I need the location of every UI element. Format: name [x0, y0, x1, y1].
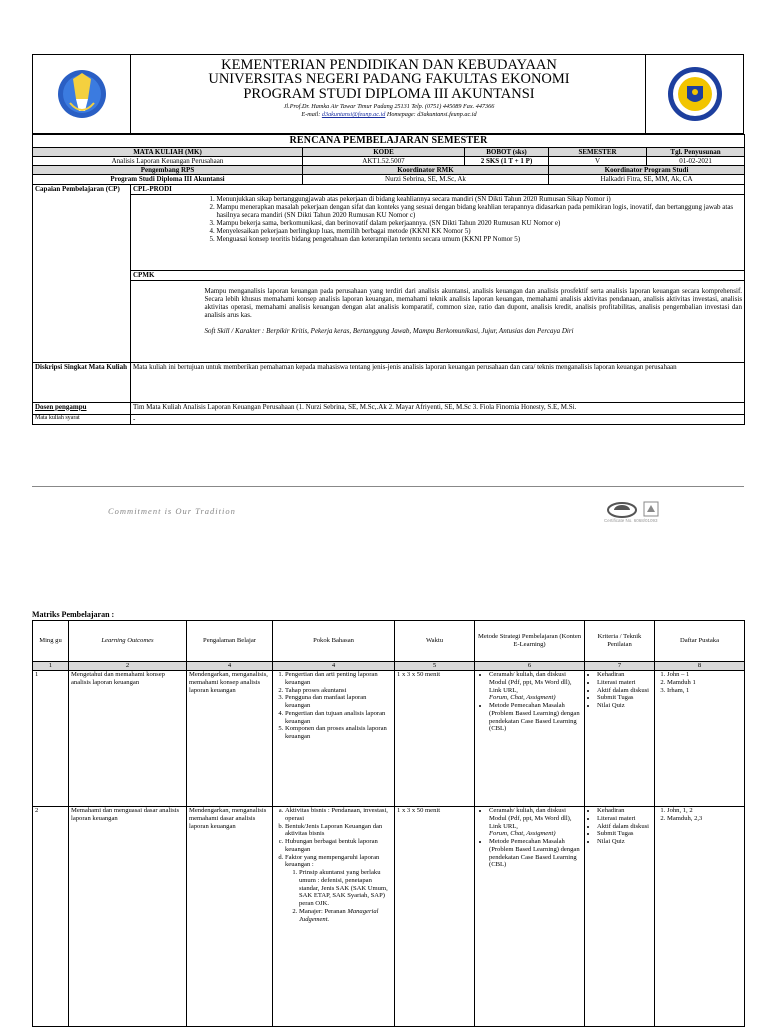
email-label: E-mail:	[301, 111, 322, 118]
learning-outcome: Mengetahui dan memahami konsep analisis laporan keuangan	[69, 671, 187, 807]
label-capaian-pembelajaran: Capaian Pembelajaran (CP)	[33, 184, 131, 362]
list-item: • Kehadiran	[597, 807, 652, 815]
topic-list	[275, 671, 392, 741]
unp-logo-box	[645, 55, 743, 133]
cpl-list	[205, 195, 743, 243]
pengalaman-belajar: Mendengarkan, menganalisis, memahami konsep analisis laporan keuangan	[187, 671, 273, 807]
label-cpmk: CPMK	[131, 270, 745, 280]
matrix-title: Matriks Pembelajaran :	[32, 610, 115, 619]
metode	[475, 807, 585, 1027]
list-item: 2. Mamduh 1	[667, 679, 742, 687]
list-item: • Aktif dalam diskusi	[597, 823, 652, 831]
cpmk-text: Mampu menganalisis laporan keuangan pada perusahaan yang terdiri dari analisis akuntansi, analisis keuangan dan analisis prosfektif serta analisis laporan keuangan secara komprehensif. Secara lebih khusus memahami konsep analisis laporan keuangan, memahami teknik analisis laporan keuangan, memahami analisis aktivitas pendanaan, analisis aktivitas investasi, analisis aktivitas operasi, memahami analisis keuangan dengan alat analisis komparatif, common size, ratio dan dupont, analisis kredit, analisis profitabilitas, analisis pengembalian investasi dan analisis arus kas.	[204, 286, 743, 319]
list-item: 4. Pengertian dan tujuan analisis laporan keuangan	[285, 710, 392, 726]
col-mata-kuliah: MATA KULIAH (MK)	[33, 147, 303, 156]
rps-table	[32, 134, 745, 425]
col-number: 8	[655, 662, 745, 671]
list-item: 1. Prinsip akuntansi yang berlaku umum : defenisi, penetapan standar, Jenis SAK (SAK Umum, SAK ETAP, SAK Syariah, SAP) peran OJK.	[299, 869, 392, 908]
col-number: 1	[33, 662, 69, 671]
list-item: 2. Tahap proses akuntansi	[285, 687, 392, 695]
col-pengembang: Pengembang RPS	[33, 165, 303, 174]
list-item: 1. Pengertian dan arti penting laporan keuangan	[285, 671, 392, 687]
col-learning-outcomes: Learning Outcomes	[69, 621, 187, 662]
list-item: 5. Komponen dan proses analisis laporan keuangan	[285, 725, 392, 741]
list-item: 3. Pengguna dan manfaat laporan keuangan	[285, 694, 392, 710]
cpl-list-cell	[203, 194, 745, 270]
value-mata-kuliah: Analisis Laporan Keuangan Perusahaan	[33, 156, 303, 165]
pengalaman-belajar: Mendengarkan, menganalisis memahami dasar analisis laporan keuangan	[187, 807, 273, 1027]
value-bobot: 2 SKS (1 T + 1 P)	[465, 156, 549, 165]
certificate-number: Certificate No. 6068/01093	[604, 518, 658, 523]
col-pokok-bahasan: Pokok Bahasan	[273, 621, 395, 662]
value-semester: V	[549, 156, 647, 165]
cpmk-cell	[203, 280, 745, 362]
col-number: 7	[585, 662, 655, 671]
waktu: 1 x 3 x 50 menit	[395, 671, 475, 807]
criteria-list	[587, 807, 652, 846]
col-kode: KODE	[303, 147, 465, 156]
criteria-list	[587, 671, 652, 710]
dosen-pengampu-text: Tim Mata Kuliah Analisis Laporan Keuangan Perusahaan (1. Nurzi Sebrina, SE, M.Sc,.Ak 2. Mayar Afriyenti, SE, M.Sc 3. Fiola Finomia Honesty, S.E, M.Si.	[131, 402, 745, 414]
address-line: Jl.Prof.Dr. Hamka Air Tawar Timur Padang 25131 Telp. (0751) 445089 Fax. 447366	[283, 103, 495, 110]
ministry-logo-box	[33, 55, 131, 133]
pokok-bahasan	[273, 807, 395, 1027]
rps-title: RENCANA PEMBELAJARAN SEMESTER	[33, 135, 745, 148]
list-item: 1. John, 1, 2	[667, 807, 742, 815]
col-number: 4	[273, 662, 395, 671]
contact-line	[131, 111, 647, 118]
value-koordinator-rmk: Nurzi Sebrina, SE, M.Sc, Ak	[303, 174, 549, 184]
label-cpl-prodi: CPL-PRODI	[131, 184, 745, 194]
reference-list	[657, 671, 742, 694]
deskripsi-text: Mata kuliah ini bertujuan untuk memberikan pemahaman kepada mahasiswa tentang jenis-jenis analisis laporan keuangan perusahaan dan cara/ teknis menganalisis laporan keuangan perusahaan	[131, 362, 745, 402]
cpl-item: 1. Menunjukkan sikap bertanggungjawab atas pekerjaan di bidang keahliannya secara mandiri (SN Dikti Tahun 2020 Rumusan Sikap Nomor i)	[217, 195, 743, 203]
method-list	[479, 671, 582, 733]
list-item: 1. John – 1	[667, 671, 742, 679]
col-tgl-penyusunan: Tgl. Penyusunan	[647, 147, 745, 156]
list-item: • Submit Tugas	[597, 830, 652, 838]
kriteria	[585, 671, 655, 807]
certification-mark	[604, 500, 724, 524]
waktu: 1 x 3 x 50 menit	[395, 807, 475, 1027]
col-pengalaman-belajar: Pengalaman Belajar	[187, 621, 273, 662]
list-item: b. Bentuk/Jenis Laporan Keuangan dan aktivitas bisnis	[285, 823, 392, 839]
metode	[475, 671, 585, 807]
cpl-item: 5. Menguasai konsep teoritis bidang pengetahuan dan keterampilan tertentu secara umum (KKNI PP Nomor 5)	[217, 235, 743, 243]
unp-logo-icon	[646, 55, 744, 133]
pokok-bahasan	[273, 671, 395, 807]
list-item: d. Faktor yang mempengaruhi laporan keuangan : 1. Prinsip akuntansi yang berlaku umum : defenisi, penetapan standar, Jenis SAK (SAK Umum, SAK ETAP, SAK Syariah, SAP) peran OJK. 2. Manajer: Peranan Managerial Judgement.	[285, 854, 392, 924]
col-bobot: BOBOT (sks)	[465, 147, 549, 156]
learning-matrix-table	[32, 620, 745, 1027]
sub-topic-list	[285, 869, 392, 923]
list-item: • Literasi materi	[597, 679, 652, 687]
list-item: • Ceramah/ kuliah, dan diskusi Modul (Pdf, ppt, Ms Word dll), Link URL, Forum, Chat, Assigment)	[489, 807, 582, 838]
value-koordinator-prodi: Halkadri Fitra, SE, MM, Ak, CA	[549, 174, 745, 184]
kriteria	[585, 807, 655, 1027]
week-number: 2	[33, 807, 69, 1027]
list-item: • Nilai Quiz	[597, 702, 652, 710]
list-item: • Metode Pemecahan Masalah (Problem Based Learning) dengan pendekatan Case Based Learning (CBL)	[489, 838, 582, 869]
col-number: 2	[69, 662, 187, 671]
col-koordinator-prodi: Koordinator Program Studi	[549, 165, 745, 174]
value-tgl: 01-02-2021	[647, 156, 745, 165]
learning-outcome: Memahami dan menguasai dasar analisis laporan keuangan	[69, 807, 187, 1027]
reference-list	[657, 807, 742, 823]
cpl-item: 4. Menyelesaikan pekerjaan berlingkup luas, memilih berbagai metode (KKNI KK Nomor 5)	[217, 227, 743, 235]
ministry-logo-icon	[33, 55, 131, 133]
col-kriteria: Kriteria / Teknik Penilaian	[585, 621, 655, 662]
university-name: UNIVERSITAS NEGERI PADANG FAKULTAS EKONOMI	[208, 71, 570, 87]
week-number: 1	[33, 671, 69, 807]
list-item: 2. Mamduh, 2,3	[667, 815, 742, 823]
list-item: • Submit Tugas	[597, 694, 652, 702]
col-metode: Metode Strategi Pembelajaran (Konten E-Learning)	[475, 621, 585, 662]
table-row	[33, 807, 745, 1027]
cpl-item: 3. Mampu bekerja sama, berkomunikasi, dan berinovatif dalam pekerjaannya. (SN Dikti Tahun 2020 Rumusan KU Nomor e)	[217, 219, 743, 227]
col-daftar-pustaka: Daftar Pustaka	[655, 621, 745, 662]
document-header	[32, 54, 744, 134]
homepage-text: Homepage: d3akuntansi.feunp.ac.id	[385, 111, 477, 118]
col-minggu: Ming gu	[33, 621, 69, 662]
col-number: 4	[187, 662, 273, 671]
topic-list	[275, 807, 392, 923]
email-link[interactable]: d3akuntansi@feunp.ac.id	[321, 111, 386, 118]
label-dosen-pengampu: Dosen pengampu	[33, 402, 131, 414]
cpl-item: 2. Mampu menerapkan masalah pekerjaan dengan sifat dan konteks yang sesuai dengan bidang keahlian terapannya didasarkan pada pemikiran logis, inovatif, dan bertanggung jawab atas hasilnya secara mandiri (SN Dikti Tahun 2020 Rumusan KU Nomor c)	[217, 203, 743, 219]
list-item: • Aktif dalam diskusi	[597, 687, 652, 695]
value-kode: AKT1.52.5007	[303, 156, 465, 165]
daftar-pustaka	[655, 671, 745, 807]
label-mata-kuliah-syarat: Mata kuliah syarat	[33, 414, 131, 424]
list-item: • Ceramah/ kuliah, dan diskusi Modul (Pdf, ppt, Ms Word dll), Link URL, Forum, Chat, Assigment)	[489, 671, 582, 702]
table-row	[33, 671, 745, 807]
col-koordinator-rmk: Koordinator RMK	[303, 165, 549, 174]
program-name: PROGRAM STUDI DIPLOMA III AKUNTANSI	[243, 86, 535, 102]
mata-kuliah-syarat-text: -	[131, 414, 745, 424]
col-waktu: Waktu	[395, 621, 475, 662]
list-item: 3. Irham, 1	[667, 687, 742, 695]
softskill-text: Soft Skill / Karakter : Berpikir Kritis, Pekerja keras, Bertanggung Jawab, Mampu Berkomunikasi, Jujur, Antusias dan Percaya Diri	[204, 326, 574, 335]
footer-divider	[32, 486, 744, 487]
list-item: • Literasi materi	[597, 815, 652, 823]
footer-tagline: Commitment is Our Tradition	[108, 506, 236, 516]
ministry-name: KEMENTERIAN PENDIDIKAN DAN KEBUDAYAAN	[221, 57, 557, 73]
col-semester: SEMESTER	[549, 147, 647, 156]
method-list	[479, 807, 582, 869]
daftar-pustaka	[655, 807, 745, 1027]
list-item: • Metode Pemecahan Masalah (Problem Based Learning) dengan pendekatan Case Based Learning (CBL)	[489, 702, 582, 733]
list-item: • Nilai Quiz	[597, 838, 652, 846]
value-pengembang: Program Studi Diploma III Akuntansi	[33, 174, 303, 184]
list-item: c. Hubungan berbagai bentuk laporan keuangan	[285, 838, 392, 854]
list-item: 2. Manajer: Peranan Managerial Judgement.	[299, 908, 392, 924]
col-number: 5	[395, 662, 475, 671]
label-deskripsi: Diskripsi Singkat Mata Kuliah	[33, 362, 131, 402]
col-number: 6	[475, 662, 585, 671]
list-item: a. Aktivitas bisnis : Pendanaan, investasi, operasi	[285, 807, 392, 823]
list-item: • Kehadiran	[597, 671, 652, 679]
